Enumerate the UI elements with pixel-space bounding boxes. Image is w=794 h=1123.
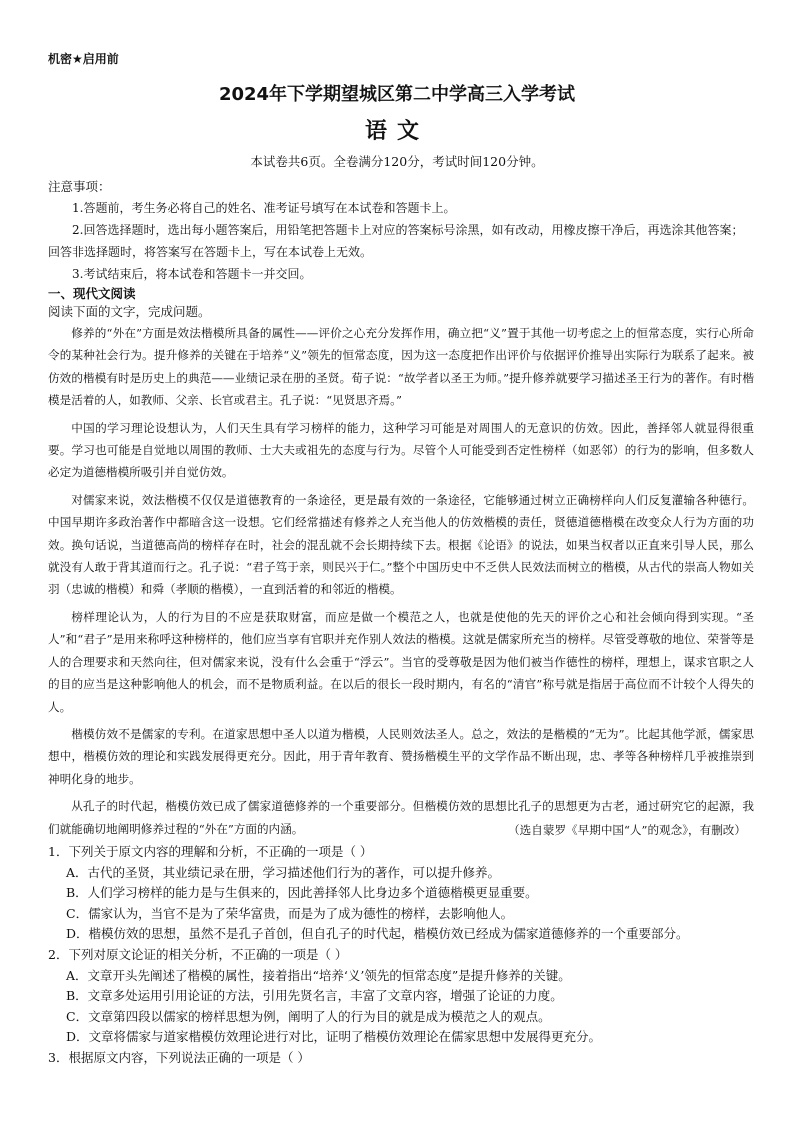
question-option: A．文章开头先阐述了楷模的属性，接着指出“培养‘义’领先的恒常态度”是提升修养的关键。 — [66, 967, 571, 983]
notice-item: 1.答题前，考生务必将自己的姓名、准考证号填写在本试卷和答题卡上。 — [72, 201, 456, 215]
section-heading: 一、现代文阅读 — [48, 286, 136, 301]
question-2 — [48, 945, 754, 1048]
notice-item: 3.考试结束后，将本试卷和答题卡一并交回。 — [72, 267, 312, 281]
question-3 — [48, 1048, 754, 1069]
question-option: C．儒家认为，当官不是为了荣华富贵，而是为了成为德性的榜样，去影响他人。 — [66, 905, 514, 921]
notice-heading: 注意事项： — [48, 179, 111, 194]
question-option: D．文章将儒家与道家楷模仿效理论进行对比，证明了楷模仿效理论在儒家思想中发展得更充分。 — [66, 1029, 602, 1045]
passage-paragraph: 中国的学习理论设想认为，人们天生具有学习榜样的能力，这种学习可能是对周围人的无意识的仿效。因此，善择邻人就显得很重要。学习也可能是自觉地以周围的教师、士大夫或祖先的态度与行为。尽管个人可能受到否定性榜样（如恶邻）的行为的影响，但多数人必定为道德楷模所吸引并自觉仿效。 — [48, 420, 754, 480]
exam-title: 2024年下学期望城区第二中学高三入学考试 — [218, 84, 576, 105]
question-option: D．楷模仿效的思想，虽然不是孔子首创，但自孔子的时代起，楷模仿效已经成为儒家道德修养的一个重要部分。 — [66, 926, 689, 942]
passage-paragraph: 楷模仿效不是儒家的专利。在道家思想中圣人以道为楷模，人民则效法圣人。总之，效法的是楷模的“无为”。比起其他学派，儒家思想中，楷模仿效的理论和实践发展得更充分。因此，用于青年教育、赞扬楷模生平的文学作品不断出现，忠、孝等各种榜样几乎被推崇到神明化身的地步。 — [48, 726, 754, 786]
question-option: C．文章第四段以儒家的榜样思想为例，阐明了人的行为目的就是成为模范之人的观点。 — [66, 1008, 551, 1024]
notice-item: 2.回答选择题时，选出每小题答案后，用铅笔把答题卡上对应的答案标号涂黑，如有改动，用橡皮擦干净后，再选涂其他答案；回答非选择题时，将答案写在答题卡上，写在本试卷上无效。 — [48, 223, 744, 259]
secret-label: 机密★启用前 — [48, 52, 119, 66]
notice-list — [48, 197, 754, 285]
question-stem: 3．根据原文内容，下列说法正确的一项是（ ） — [48, 1049, 310, 1065]
exam-info: 本试卷共6页。全卷满分120分，考试时间120分钟。 — [250, 154, 544, 169]
question-stem: 2．下列对原文论证的相关分析，不正确的一项是（ ） — [48, 946, 348, 962]
question-stem: 1．下列关于原文内容的理解和分析，不正确的一项是（ ） — [48, 844, 373, 859]
reading-instruction: 阅读下面的文字，完成问题。 — [48, 304, 211, 319]
passage-paragraph: 从孔子的时代起，楷模仿效已成了儒家道德修养的一个重要部分。但楷模仿效的思想比孔子的思想更为古老，通过研究它的起源，我们就能确切地阐明修养过程的“外在”方面的内涵。 — [48, 799, 754, 836]
question-1 — [48, 842, 754, 945]
passage-source: （选自蒙罗《早期中国“人”的观念》，有删改） — [508, 823, 746, 837]
question-option: B．人们学习榜样的能力是与生俱来的，因此善择邻人比身边多个道德楷模更显重要。 — [66, 885, 538, 901]
subject-title: 语文 — [364, 119, 429, 144]
question-option: B．文章多处运用引用论证的方法，引用先贤名言，丰富了文章内容，增强了论证的力度。 — [66, 988, 563, 1004]
reading-passage — [48, 322, 754, 840]
passage-paragraph: 修养的“外在”方面是效法楷模所具备的属性——评价之心充分发挥作用，确立把“义”置于其他一切考虑之上的恒常态度，实行心所命令的某种社会行为。提升修养的关键在于培养“义”领先的恒常态度，因为这一态度把作出评价与依据评价推导出实际行为联系了起来。被仿效的楷模有时是历史上的典范——业绩记录在册的圣贤。荀子说：“故学者以圣王为师。”提升修养就要学习描述圣王行为的著作。有时楷模是活着的人，如教师、父亲、长官或君主。孔子说：“见贤思齐焉。” — [48, 326, 754, 408]
question-list — [48, 842, 754, 1069]
question-option: A．古代的圣贤，其业绩记录在册，学习描述他们行为的著作，可以提升修养。 — [66, 864, 501, 880]
passage-paragraph: 对儒家来说，效法楷模不仅仅是道德教育的一条途径，更是最有效的一条途径，它能够通过树立正确榜样向人们反复灌输各种德行。中国早期许多政治著作中都暗含这一设想。它们经常描述有修养之人充当他人的仿效楷模的责任，贤德道德楷模在改变众人行为方面的功效。换句话说，当道德高尚的榜样存在时，社会的混乱就不会长期持续下去。根据《论语》的说法，如果当权者以正直来引导人民，那么就没有人敢于背其道而行之。孔子说：“君子笃于亲，则民兴于仁。”整个中国历史中不乏供人民效法而树立的楷模，从古代的崇高人物如关羽（忠诚的楷模）和舜（孝顺的楷模），一直到活着的和邻近的楷模。 — [48, 492, 754, 597]
passage-paragraph: 榜样理论认为，人的行为目的不应是获取财富，而应是做一个模范之人，也就是使他的先天的评价之心和社会倾向得到实现。“圣人”和“君子”是用来称呼这种榜样的，他们应当享有官职并充作别人效法的楷模。这就是儒家所充当的榜样。尽管受尊敬的地位、荣誉等是人的合理要求和天然向往，但对儒家来说，没有什么会重于“浮云”。当官的受尊敬是因为他们被当作德性的榜样，理想上，谋求官职之人的目的应当是这种影响他人的机会，而不是物质利益。在以后的很长一段时期内，有名的“清官”称号就是指居于高位而不计较个人得失的人。 — [48, 609, 754, 714]
